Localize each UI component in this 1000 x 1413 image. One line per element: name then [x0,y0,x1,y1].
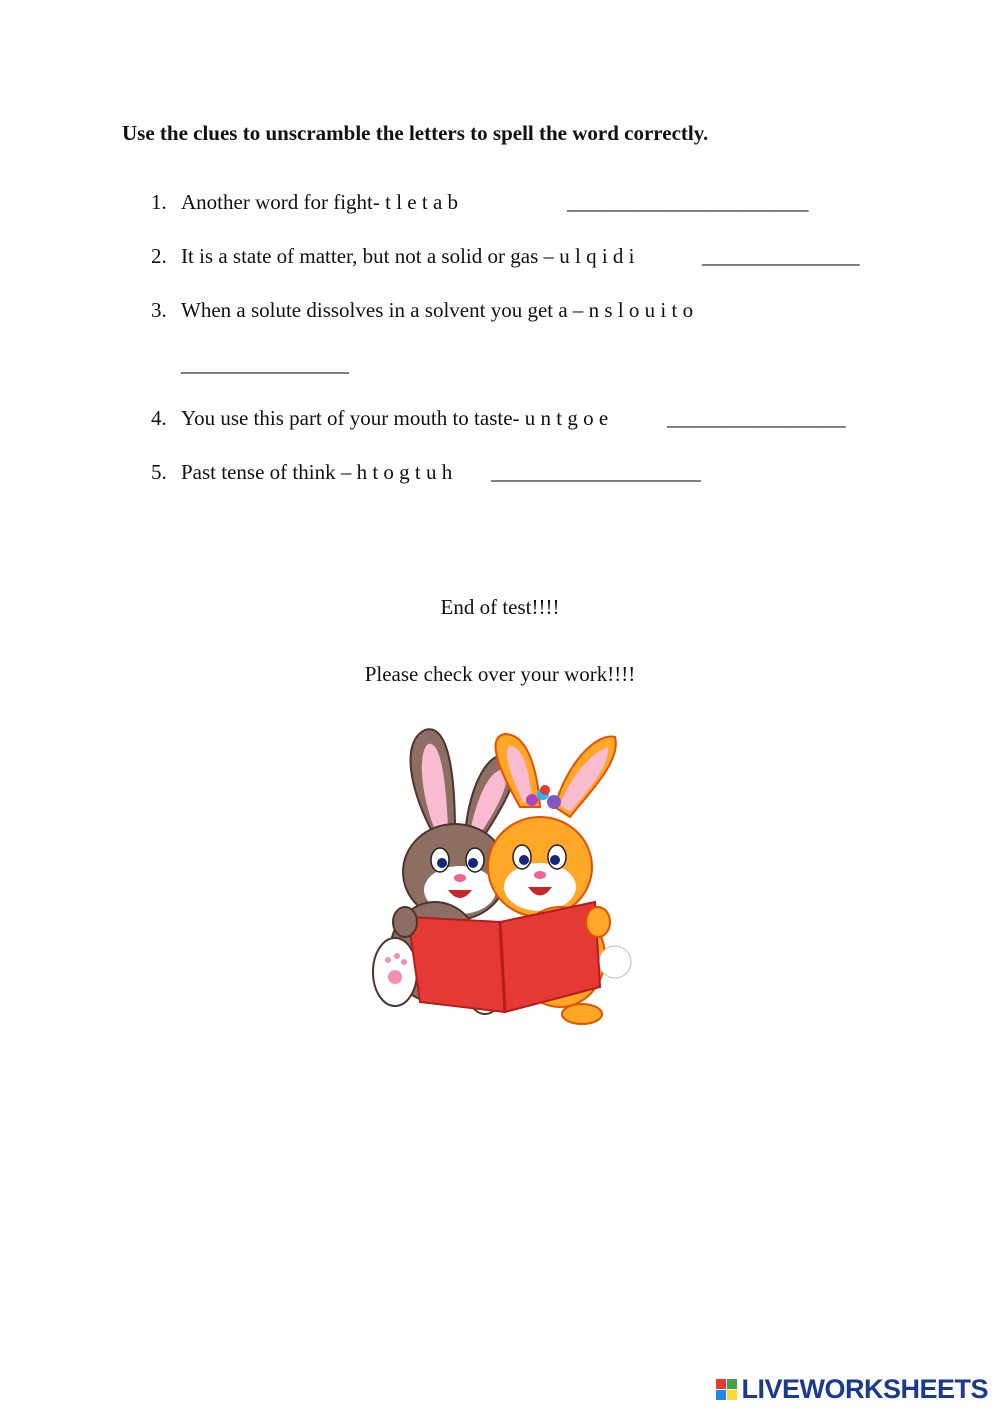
question-1 [151,190,458,215]
question-2 [151,244,635,269]
question-clue: When a solute dissolves in a solvent you get a – n s l o u i t o [181,298,694,322]
logo-square [716,1379,726,1389]
bunnies-reading-illustration [360,722,640,1027]
answer-blank-1[interactable]: _______________________ [567,190,809,214]
check-work-text: Please check over your work!!!! [364,662,636,686]
question-number: 1. [151,190,167,214]
liveworksheets-logo-icon [716,1379,737,1400]
logo-square [727,1390,737,1400]
answer-blank-5[interactable]: ____________________ [491,460,701,484]
liveworksheets-wordmark: LIVEWORKSHEETS [741,1374,988,1404]
question-clue: Past tense of think – h t o g t u h [181,460,453,484]
end-of-test-text: End of test!!!! [440,595,560,619]
question-number: 3. [151,298,167,322]
question-3 [151,298,693,323]
question-number: 4. [151,406,167,430]
question-clue: Another word for fight- t l e t a b [181,190,459,214]
answer-blank-3[interactable]: ________________ [181,352,349,376]
answer-blank-2[interactable]: _______________ [702,244,860,268]
question-clue: You use this part of your mouth to taste- u n t g o e [181,406,609,430]
liveworksheets-logo [716,1374,988,1405]
question-number: 2. [151,244,167,268]
question-number: 5. [151,460,167,484]
logo-square [727,1379,737,1389]
question-clue: It is a state of matter, but not a solid or gas – u l q i d i [181,244,635,268]
instructions: Use the clues to unscramble the letters to spell the word correctly. [122,121,709,145]
question-5 [151,460,452,485]
logo-square [716,1390,726,1400]
answer-blank-4[interactable]: _________________ [667,406,846,430]
question-4 [151,406,608,431]
